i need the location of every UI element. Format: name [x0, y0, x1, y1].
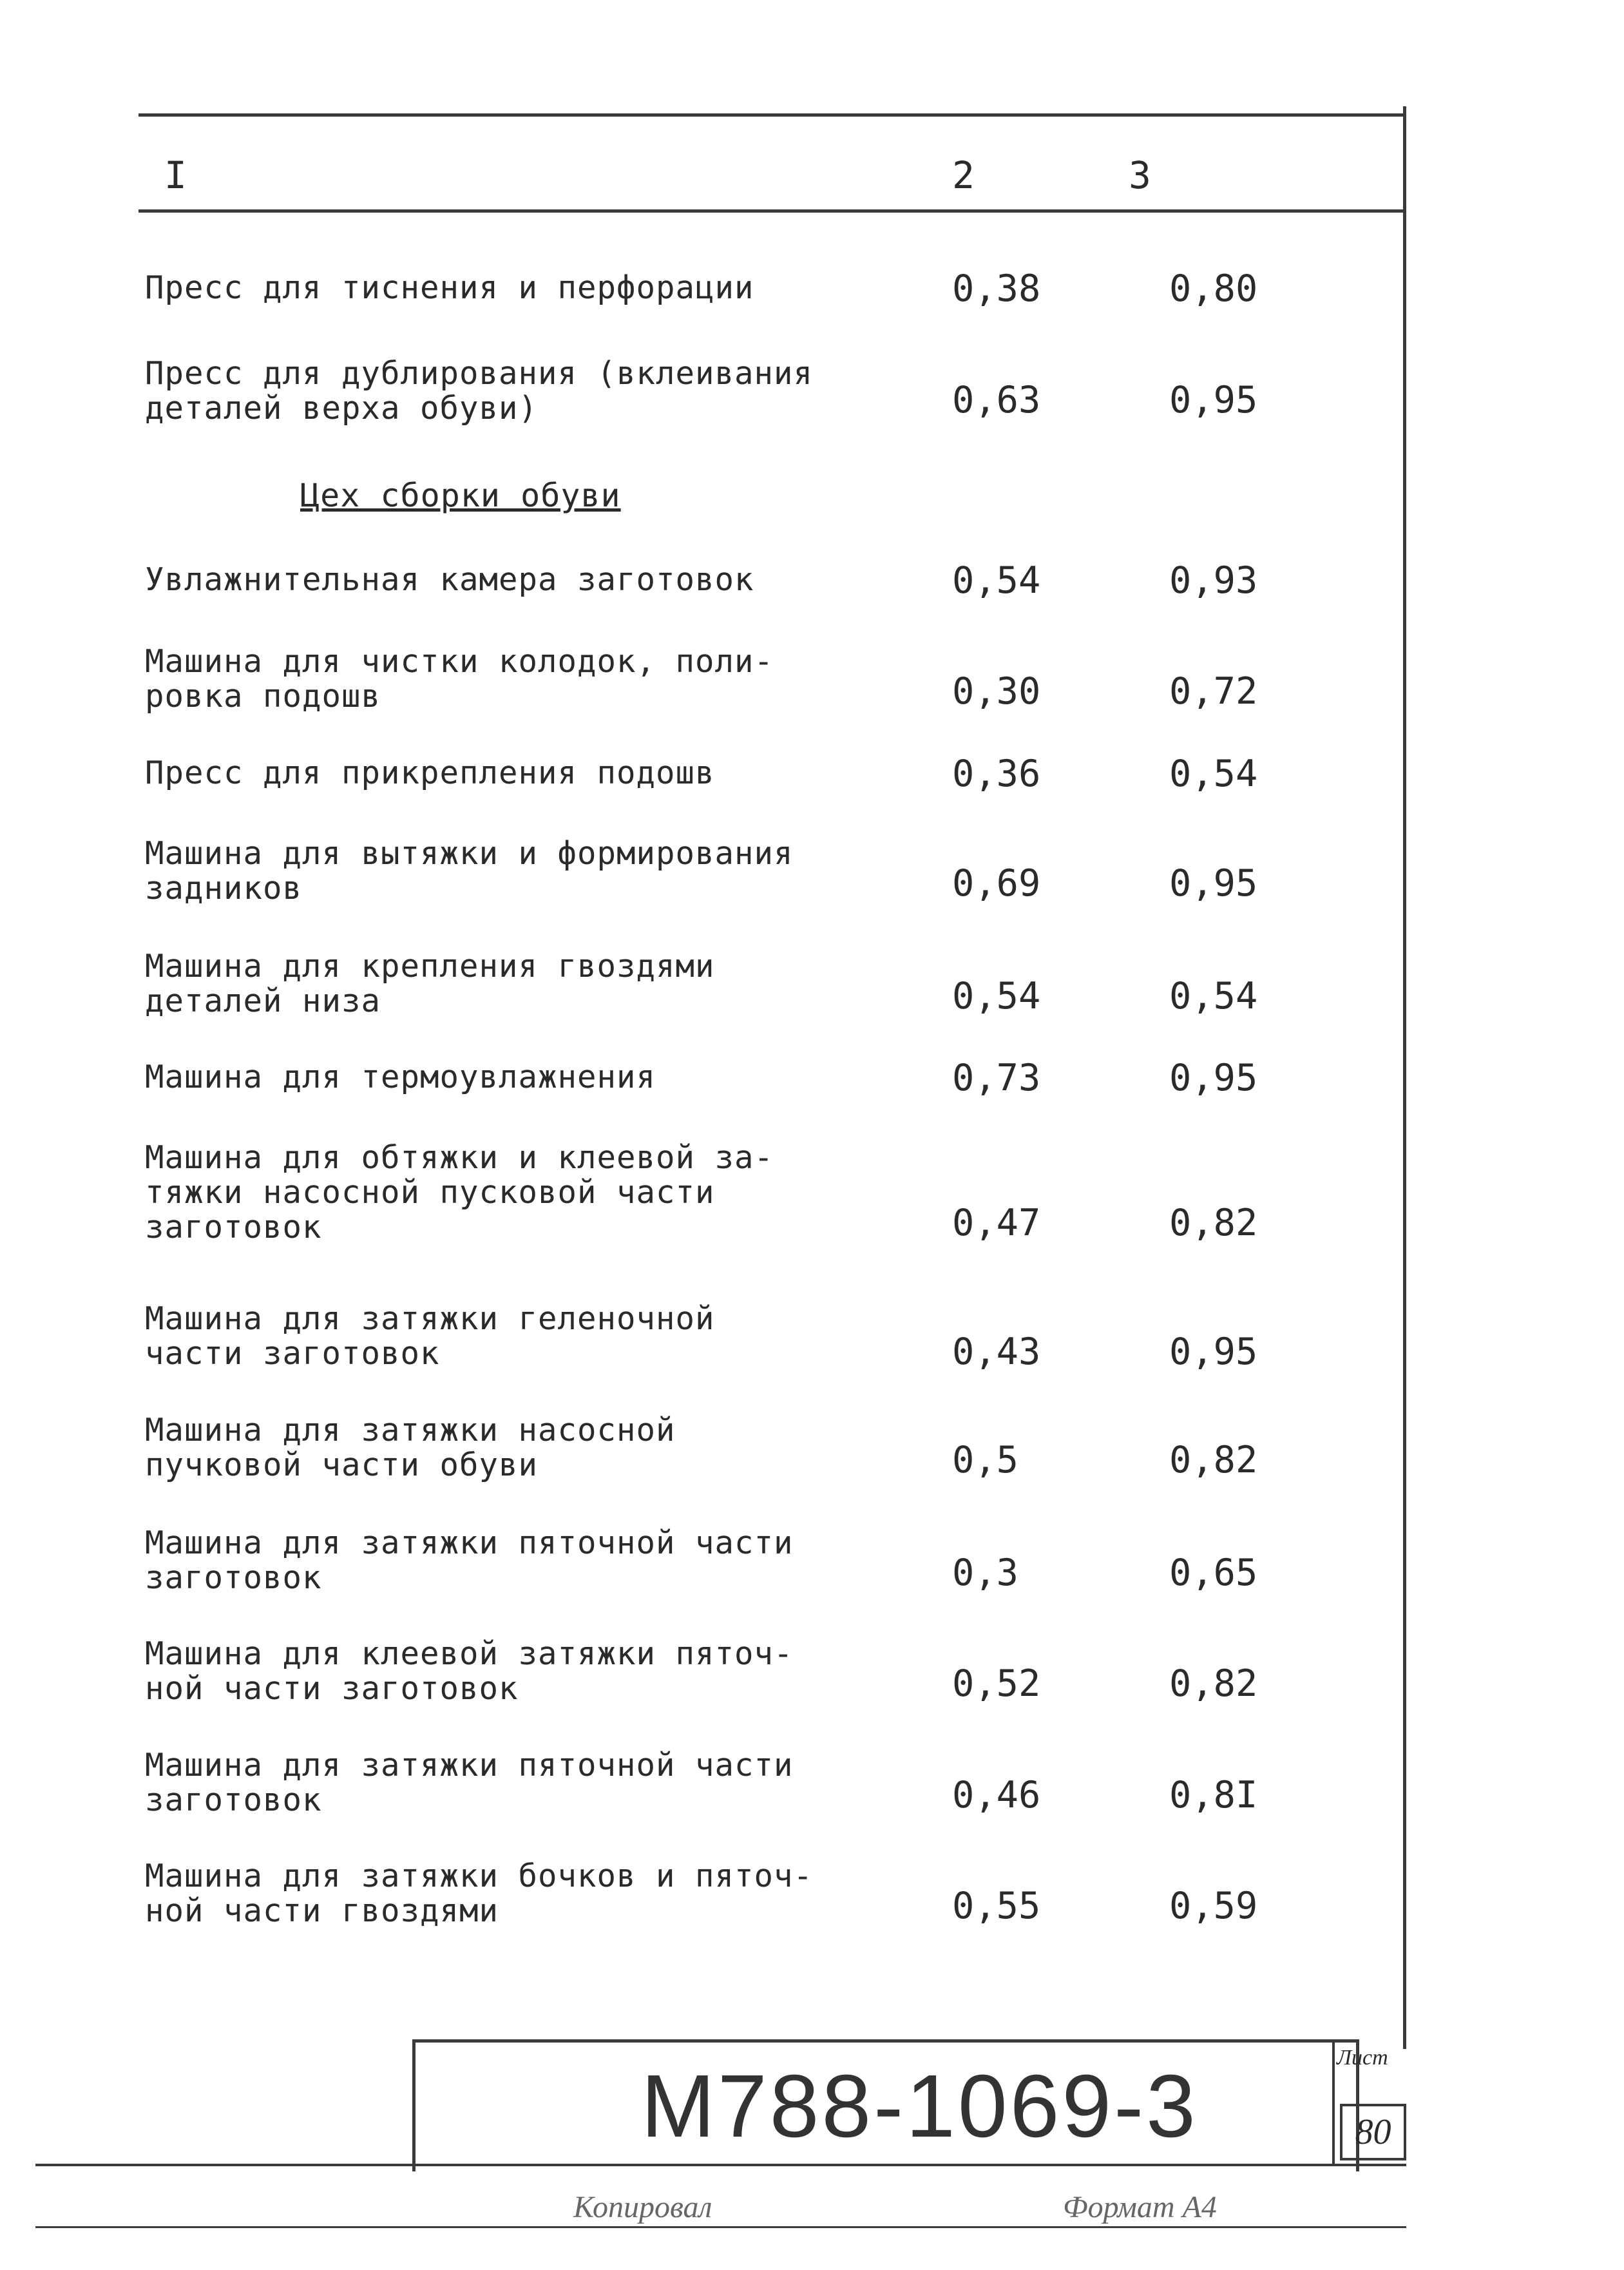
row-name: Машина для термоувлажнения — [145, 1059, 656, 1095]
table-right-rule — [1403, 106, 1406, 2049]
row-value-col3: 0,72 — [1169, 670, 1258, 713]
column-header-1: I — [164, 153, 187, 197]
sheet-number: 80 — [1340, 2104, 1406, 2160]
row-value-col2: 0,3 — [952, 1552, 1018, 1594]
row-value-col3: 0,59 — [1169, 1885, 1258, 1927]
row-name: Машина для затяжки пяточной части заготовок — [145, 1525, 794, 1596]
footer-copied-by: Копировал — [573, 2190, 712, 2224]
section-title: Цех сборки обуви — [300, 477, 621, 514]
row-value-col2: 0,5 — [952, 1439, 1018, 1481]
row-value-col3: 0,8I — [1169, 1774, 1258, 1816]
row-value-col3: 0,82 — [1169, 1662, 1258, 1705]
row-value-col2: 0,63 — [952, 379, 1041, 421]
row-value-col2: 0,55 — [952, 1885, 1041, 1927]
row-name: Машина для затяжки пяточной части заготовок — [145, 1747, 794, 1818]
row-value-col3: 0,82 — [1169, 1439, 1258, 1481]
row-name: Машина для вытяжки и формирования задников — [145, 835, 794, 907]
row-value-col3: 0,54 — [1169, 753, 1258, 795]
row-value-col3: 0,95 — [1169, 862, 1258, 905]
row-value-col3: 0,82 — [1169, 1202, 1258, 1244]
column-header-3: 3 — [1129, 153, 1151, 197]
document-code: M788-1069-3 — [641, 2057, 1198, 2156]
row-value-col3: 0,65 — [1169, 1552, 1258, 1594]
row-name: Машина для затяжки геленочной части заготовок — [145, 1300, 715, 1372]
bottom-rule-lower — [35, 2226, 1406, 2228]
row-value-col2: 0,36 — [952, 753, 1041, 795]
row-value-col2: 0,46 — [952, 1774, 1041, 1816]
row-name: Машина для затяжки насосной пучковой части обуви — [145, 1412, 676, 1483]
row-value-col2: 0,69 — [952, 862, 1041, 905]
row-name: Пресс для прикрепления подошв — [145, 755, 715, 791]
row-name: Пресс для дублирования (вклеивания деталей верха обуви) — [145, 355, 814, 427]
footer-format: Формат А4 — [1063, 2190, 1217, 2224]
row-value-col2: 0,54 — [952, 559, 1041, 602]
row-value-col3: 0,54 — [1169, 975, 1258, 1017]
row-value-col2: 0,30 — [952, 670, 1041, 713]
table-top-rule — [139, 113, 1406, 117]
bottom-rule — [35, 2164, 1406, 2166]
row-value-col2: 0,43 — [952, 1331, 1041, 1373]
row-value-col2: 0,52 — [952, 1662, 1041, 1705]
row-value-col2: 0,38 — [952, 267, 1041, 310]
row-value-col2: 0,47 — [952, 1202, 1041, 1244]
table-header-rule — [139, 209, 1406, 213]
row-value-col3: 0,95 — [1169, 379, 1258, 421]
row-value-col3: 0,95 — [1169, 1057, 1258, 1099]
row-value-col2: 0,73 — [952, 1057, 1041, 1099]
row-name: Машина для чистки колодок, поли- ровка подошв — [145, 643, 774, 715]
row-value-col3: 0,95 — [1169, 1331, 1258, 1373]
row-value-col2: 0,54 — [952, 975, 1041, 1017]
row-name: Машина для крепления гвоздями деталей низа — [145, 948, 715, 1019]
sheet-label: Лист — [1337, 2046, 1388, 2070]
column-header-2: 2 — [952, 153, 975, 197]
row-name: Машина для обтяжки и клеевой за- тяжки насосной пусковой части заготовок — [145, 1139, 774, 1246]
row-value-col3: 0,80 — [1169, 267, 1258, 310]
row-value-col3: 0,93 — [1169, 559, 1258, 602]
row-name: Машина для затяжки бочков и пяточ- ной части гвоздями — [145, 1858, 814, 1929]
row-name: Машина для клеевой затяжки пяточ- ной части заготовок — [145, 1635, 794, 1707]
row-name: Увлажнительная камера заготовок — [145, 561, 754, 598]
row-name: Пресс для тиснения и перфорации — [145, 269, 754, 306]
